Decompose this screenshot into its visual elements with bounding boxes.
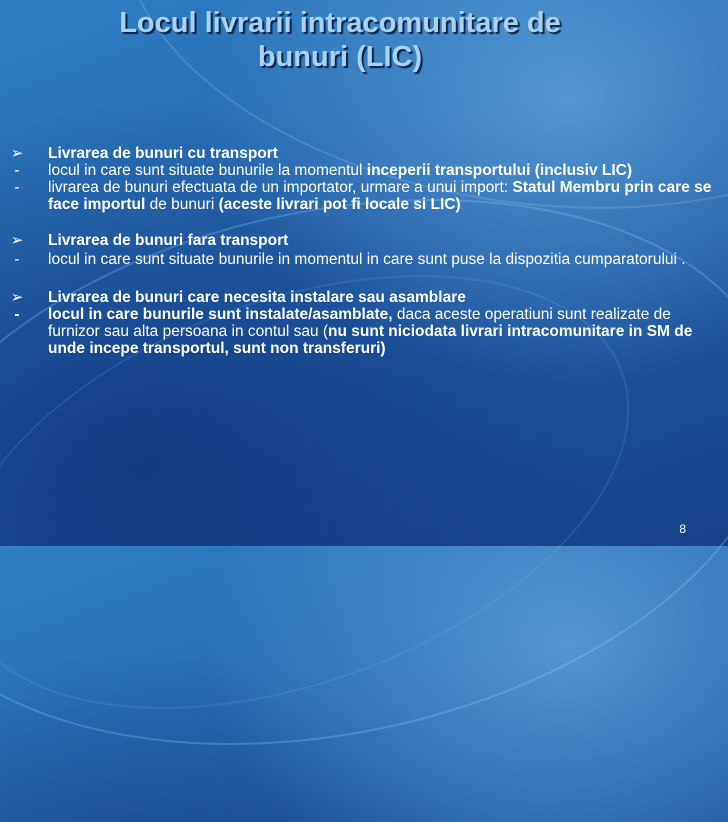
section-heading-no-transport [6,232,718,249]
item-text-bold: locul in care bunurile sunt instalate/asamblate, [48,306,393,323]
dash-bullet: - [14,179,20,196]
item-text: daca aceste operatiuni sunt realizate de furnizor sau alta persoana in contul sau ( [48,306,671,340]
dash-bullet: - [14,251,20,268]
item-text: livrarea de bunuri efectuata de un importator, urmare a unui import: [48,179,513,196]
arrow-bullet-icon: ➢ [10,145,24,162]
page-number: 8 [679,522,686,536]
slide-title [0,6,680,74]
list-item [6,162,718,179]
item-text: locul in care sunt situate bunurile in momentul in care sunt puse la dispozitia cumparatorului . [48,251,686,268]
list-item [6,179,718,213]
dash-bullet: - [14,162,20,179]
slide-content [6,145,718,357]
section-heading-transport [6,145,718,162]
arrow-bullet-icon: ➢ [10,232,24,249]
dash-bullet: - [14,306,20,323]
item-text: de bunuri [145,196,219,213]
heading-text: Livrarea de bunuri fara transport [48,232,289,249]
list-item [6,306,718,357]
arrow-bullet-icon: ➢ [10,289,24,306]
slide-title-line: bunuri (LIC) [257,41,423,73]
item-text: locul in care sunt situate bunurile la momentul [48,162,367,179]
section-heading-installation [6,289,718,306]
item-text-bold: inceperii transportului (inclusiv LIC) [366,162,633,179]
heading-text: Livrarea de bunuri care necesita instalare sau asamblare [48,289,466,306]
heading-text: Livrarea de bunuri cu transport [48,145,278,162]
item-text-bold: nu sunt niciodata livrari intracomunitare in SM de unde incepe transportul, sunt non transferuri) [48,323,693,357]
slide-title-line: Locul livrarii intracomunitare de [119,7,561,39]
list-item [6,249,718,271]
item-text-bold: (aceste livrari pot fi locale si LIC) [218,196,461,213]
item-text-bold: Statul Membru prin care se face importul [48,179,712,213]
